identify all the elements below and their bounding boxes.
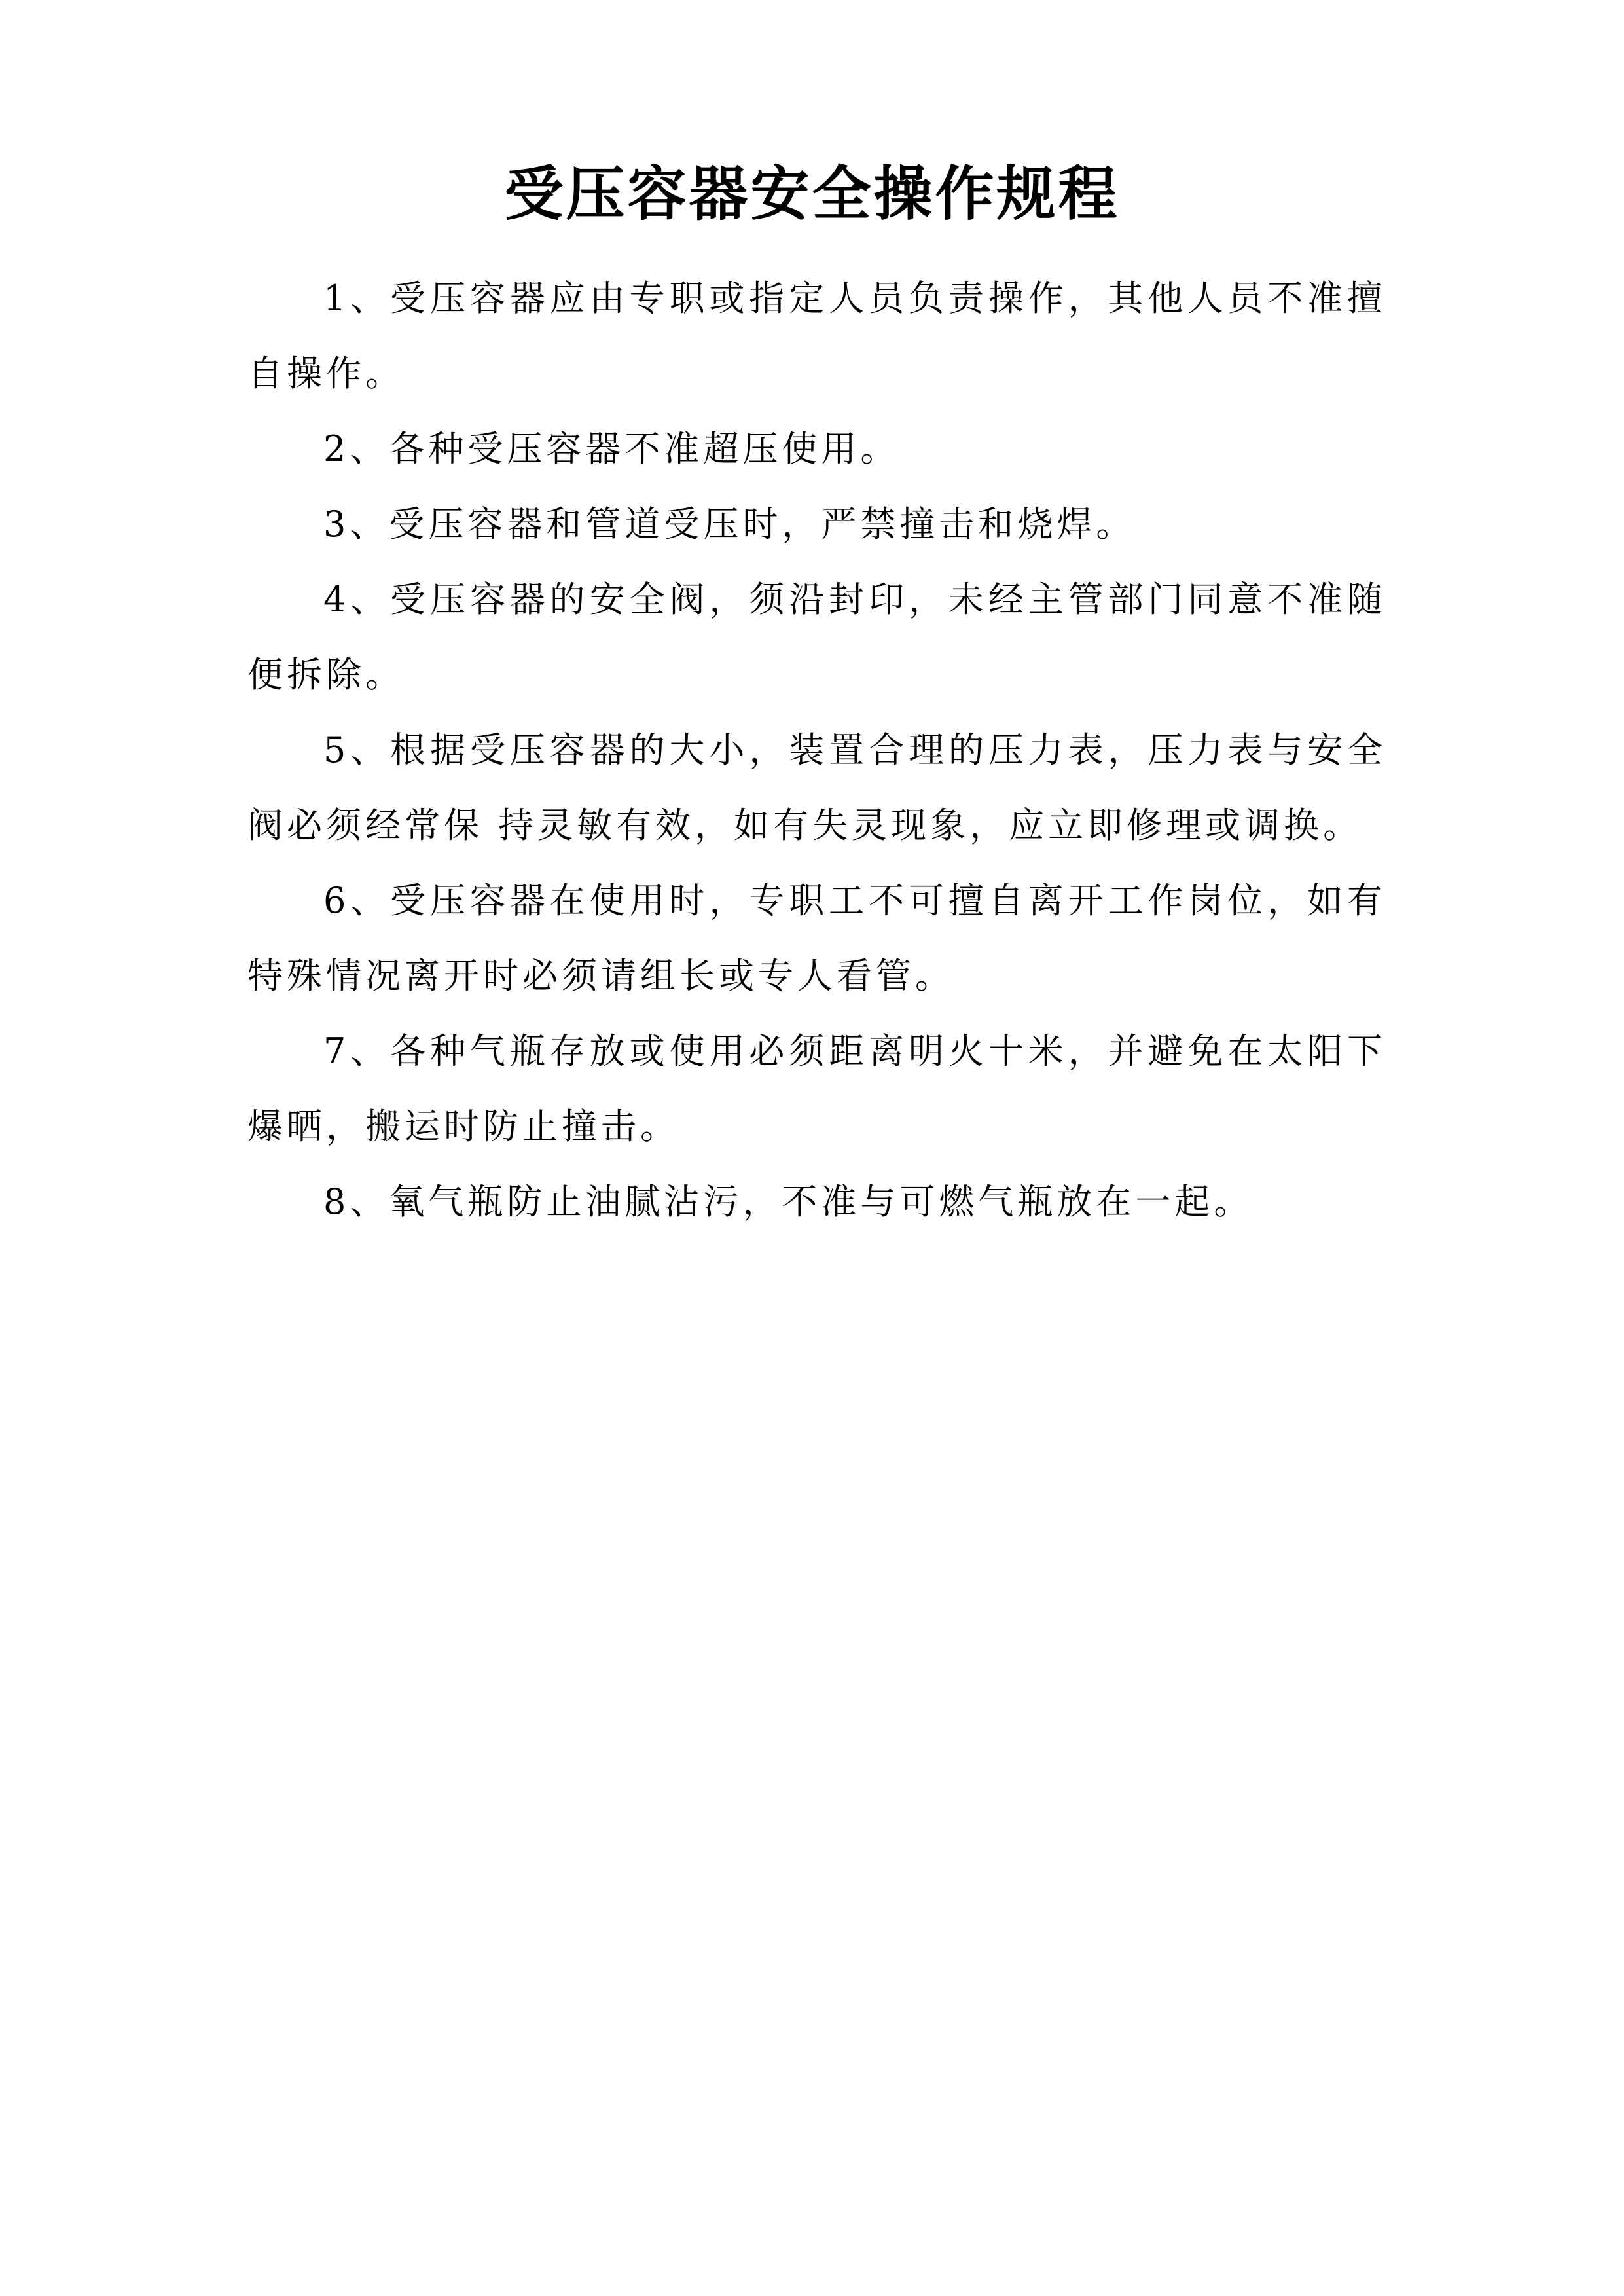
regulation-item-8: 8、氧气瓶防止油腻沾污，不准与可燃气瓶放在一起。: [323, 1181, 1254, 1222]
regulation-item-5: 5、根据受压容器的大小，装置合理的压力表，压力表与安全阀必须经常保 持灵敏有效，如有失灵现象，应立即修理或调换。: [247, 729, 1386, 846]
regulation-item-4: 4、受压容器的安全阀，须沿封印，未经主管部门同意不准随便拆除。: [247, 579, 1386, 695]
regulation-list: [247, 261, 1386, 1239]
regulation-item-6: 6、受压容器在使用时，专职工不可擅自离开工作岗位，如有特殊情况离开时必须请组长或专人看管。: [247, 880, 1386, 996]
regulation-item-2: 2、各种受压容器不准超压使用。: [323, 428, 900, 469]
regulation-item-3: 3、受压容器和管道受压时，严禁撞击和烧焊。: [323, 503, 1136, 545]
document-title: 受压容器安全操作规程: [504, 159, 1120, 228]
regulation-item-1: 1、受压容器应由专职或指定人员负责操作，其他人员不准擅自操作。: [247, 278, 1386, 394]
regulation-item-7: 7、各种气瓶存放或使用必须距离明火十米，并避免在太阳下爆晒，搬运时防止撞击。: [247, 1030, 1386, 1147]
